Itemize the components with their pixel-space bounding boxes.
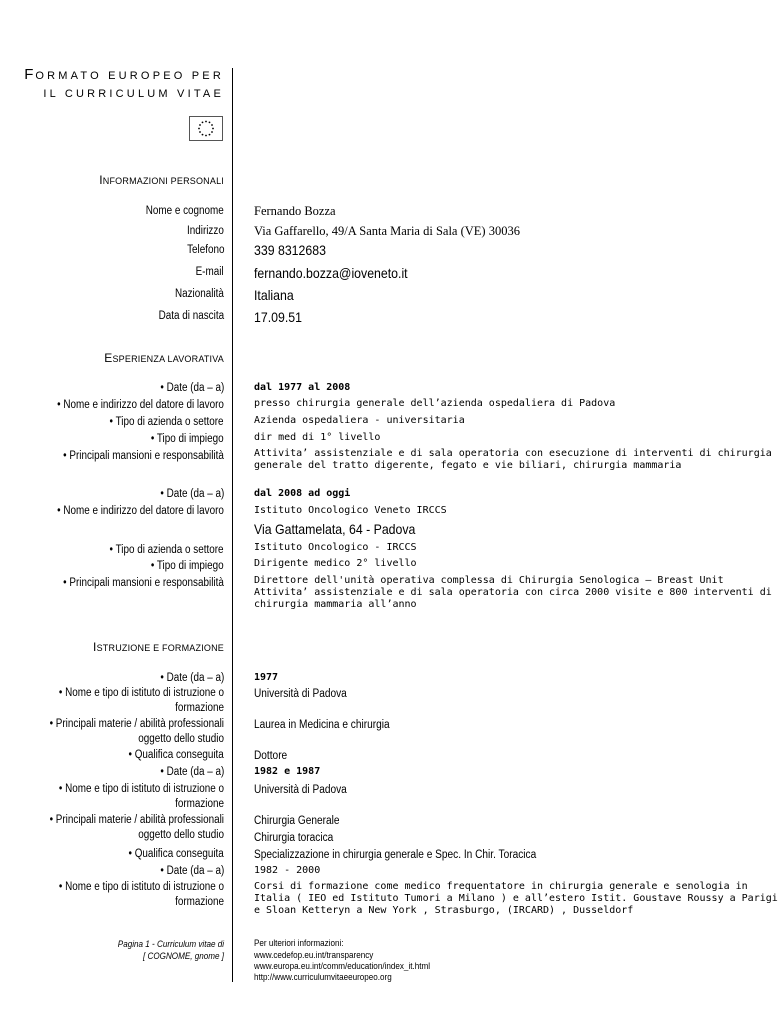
edu2-subjects-line1: Chirurgia Generale — [254, 815, 340, 827]
birth-value: 17.09.51 — [254, 309, 302, 325]
edu2-qualification: Specializzazione in chirurgia generale e Spec. In Chir. Toracica — [254, 849, 537, 861]
section-work-experience: ESPERIENZA LAVORATIVA — [104, 351, 224, 365]
edu1-institute-label: • Nome e tipo di istituto di istruzione o formazione — [58, 687, 224, 714]
job2-position-label: • Tipo di impiego — [151, 560, 224, 572]
section-personal-info: INFORMAZIONI PERSONALI — [99, 173, 224, 187]
edu1-institute: Università di Padova — [254, 688, 347, 700]
job2-dates: dal 2008 ad oggi — [254, 488, 351, 499]
edu3-dates-label: • Date (da – a) — [160, 865, 224, 877]
job1-position-label: • Tipo di impiego — [151, 433, 224, 445]
job2-sector: Istituto Oncologico - IRCCS — [254, 542, 417, 553]
section-education: ISTRUZIONE E FORMAZIONE — [93, 640, 224, 654]
job1-sector-label: • Tipo di azienda o settore — [110, 416, 224, 428]
address-value: Via Gaffarello, 49/A Santa Maria di Sala (VE) 30036 — [254, 224, 520, 238]
job1-duties-line2: generale del tratto digerente, fegato e vie biliari, chirurgia mammaria — [254, 460, 682, 471]
footer-link-europa[interactable]: www.europa.eu.int/comm/education/index_it.html — [254, 961, 431, 971]
name-label: Nome e cognome — [145, 205, 224, 217]
job1-sector: Azienda ospedaliera - universitaria — [254, 415, 465, 426]
address-label: Indirizzo — [187, 225, 224, 237]
name-value: Fernando Bozza — [254, 204, 336, 218]
job2-employer-address: Via Gattamelata, 64 - Padova — [254, 521, 416, 537]
job1-duties-label: • Principali mansioni e responsabilità — [63, 450, 224, 462]
job1-duties-line1: Attivita’ assistenziale e di sala operatoria con esecuzione di interventi di chirurgia — [254, 448, 772, 459]
footer-link-cedefop[interactable]: www.cedefop.eu.int/transparency — [254, 950, 374, 960]
footer-link-cv-europeo[interactable]: http://www.curriculumvitaeeuropeo.org — [254, 972, 392, 982]
email-value: fernando.bozza@ioveneto.it — [254, 265, 408, 281]
edu3-dates: 1982 - 2000 — [254, 865, 321, 876]
footer-page-info: Pagina 1 - Curriculum vitae di — [117, 939, 224, 949]
job2-position: Dirigente medico 2° livello — [254, 558, 417, 569]
vertical-divider — [232, 68, 233, 982]
edu2-institute-label: • Nome e tipo di istituto di istruzione o formazione — [58, 783, 224, 810]
edu3-institute-line3: e Sloan Ketteryn a New York , Strasburgo, (IRCARD) , Dusseldorf — [254, 905, 634, 916]
edu3-institute-line1: Corsi di formazione come medico frequentatore in chirurgia generale e senologia in — [254, 881, 748, 892]
edu2-subjects-line2: Chirurgia toracica — [254, 832, 334, 844]
job2-duties-label: • Principali mansioni e responsabilità — [63, 577, 224, 589]
job2-employer: Istituto Oncologico Veneto IRCCS — [254, 505, 447, 516]
edu2-dates: 1982 e 1987 — [254, 766, 321, 777]
phone-value: 339 8312683 — [254, 242, 326, 258]
job1-position: dir med di 1° livello — [254, 432, 381, 443]
job2-employer-label: • Nome e indirizzo del datore di lavoro — [57, 505, 224, 517]
job1-dates: dal 1977 al 2008 — [254, 382, 351, 393]
edu3-institute-line2: Italia ( IEO ed Istituto Tumori a Milano ) e all’estero Istit. Goustave Roussy a Parigi — [254, 893, 778, 904]
job2-duties-line2: Attivita’ assistenziale e di sala operatoria con circa 2000 visite e 800 interventi di — [254, 587, 772, 598]
phone-label: Telefono — [186, 244, 224, 256]
birth-label: Data di nascita — [158, 310, 224, 322]
job2-sector-label: • Tipo di azienda o settore — [110, 544, 224, 556]
nationality-label: Nazionalità — [175, 288, 224, 300]
edu1-qualification-label: • Qualifica conseguita — [128, 749, 224, 761]
job1-dates-label: • Date (da – a) — [160, 382, 224, 394]
job2-dates-label: • Date (da – a) — [160, 488, 224, 500]
edu1-qualification: Dottore — [254, 750, 288, 762]
edu2-qualification-label: • Qualifica conseguita — [128, 848, 224, 860]
email-label: E-mail — [195, 266, 224, 278]
edu1-subjects: Laurea in Medicina e chirurgia — [254, 719, 390, 731]
eu-flag-icon — [189, 116, 223, 141]
edu1-dates-label: • Date (da – a) — [160, 672, 224, 684]
edu1-subjects-label: • Principali materie / abilità professionali oggetto dello studio — [49, 718, 225, 745]
job2-duties-line1: Direttore dell'unità operativa complessa di Chirurgia Senologica – Breast Unit — [254, 575, 724, 586]
job1-employer-label: • Nome e indirizzo del datore di lavoro — [57, 399, 224, 411]
footer-info-heading: Per ulteriori informazioni: — [254, 938, 344, 948]
footer-name-placeholder: [ COGNOME, gnome ] — [142, 951, 224, 961]
edu2-dates-label: • Date (da – a) — [160, 766, 224, 778]
edu3-institute-label: • Nome e tipo di istituto di istruzione o formazione — [58, 881, 224, 908]
edu1-dates: 1977 — [254, 672, 279, 683]
document-title-line1: FORMATO EUROPEO PER — [24, 66, 224, 83]
document-title-line2: IL CURRICULUM VITAE — [43, 88, 224, 100]
edu2-institute: Università di Padova — [254, 784, 347, 796]
job1-employer: presso chirurgia generale dell’azienda ospedaliera di Padova — [254, 398, 616, 409]
job2-duties-line3: chirurgia mammaria all’anno — [254, 599, 417, 610]
edu2-subjects-label: • Principali materie / abilità professionali oggetto dello studio — [49, 814, 225, 841]
nationality-value: Italiana — [254, 287, 294, 303]
